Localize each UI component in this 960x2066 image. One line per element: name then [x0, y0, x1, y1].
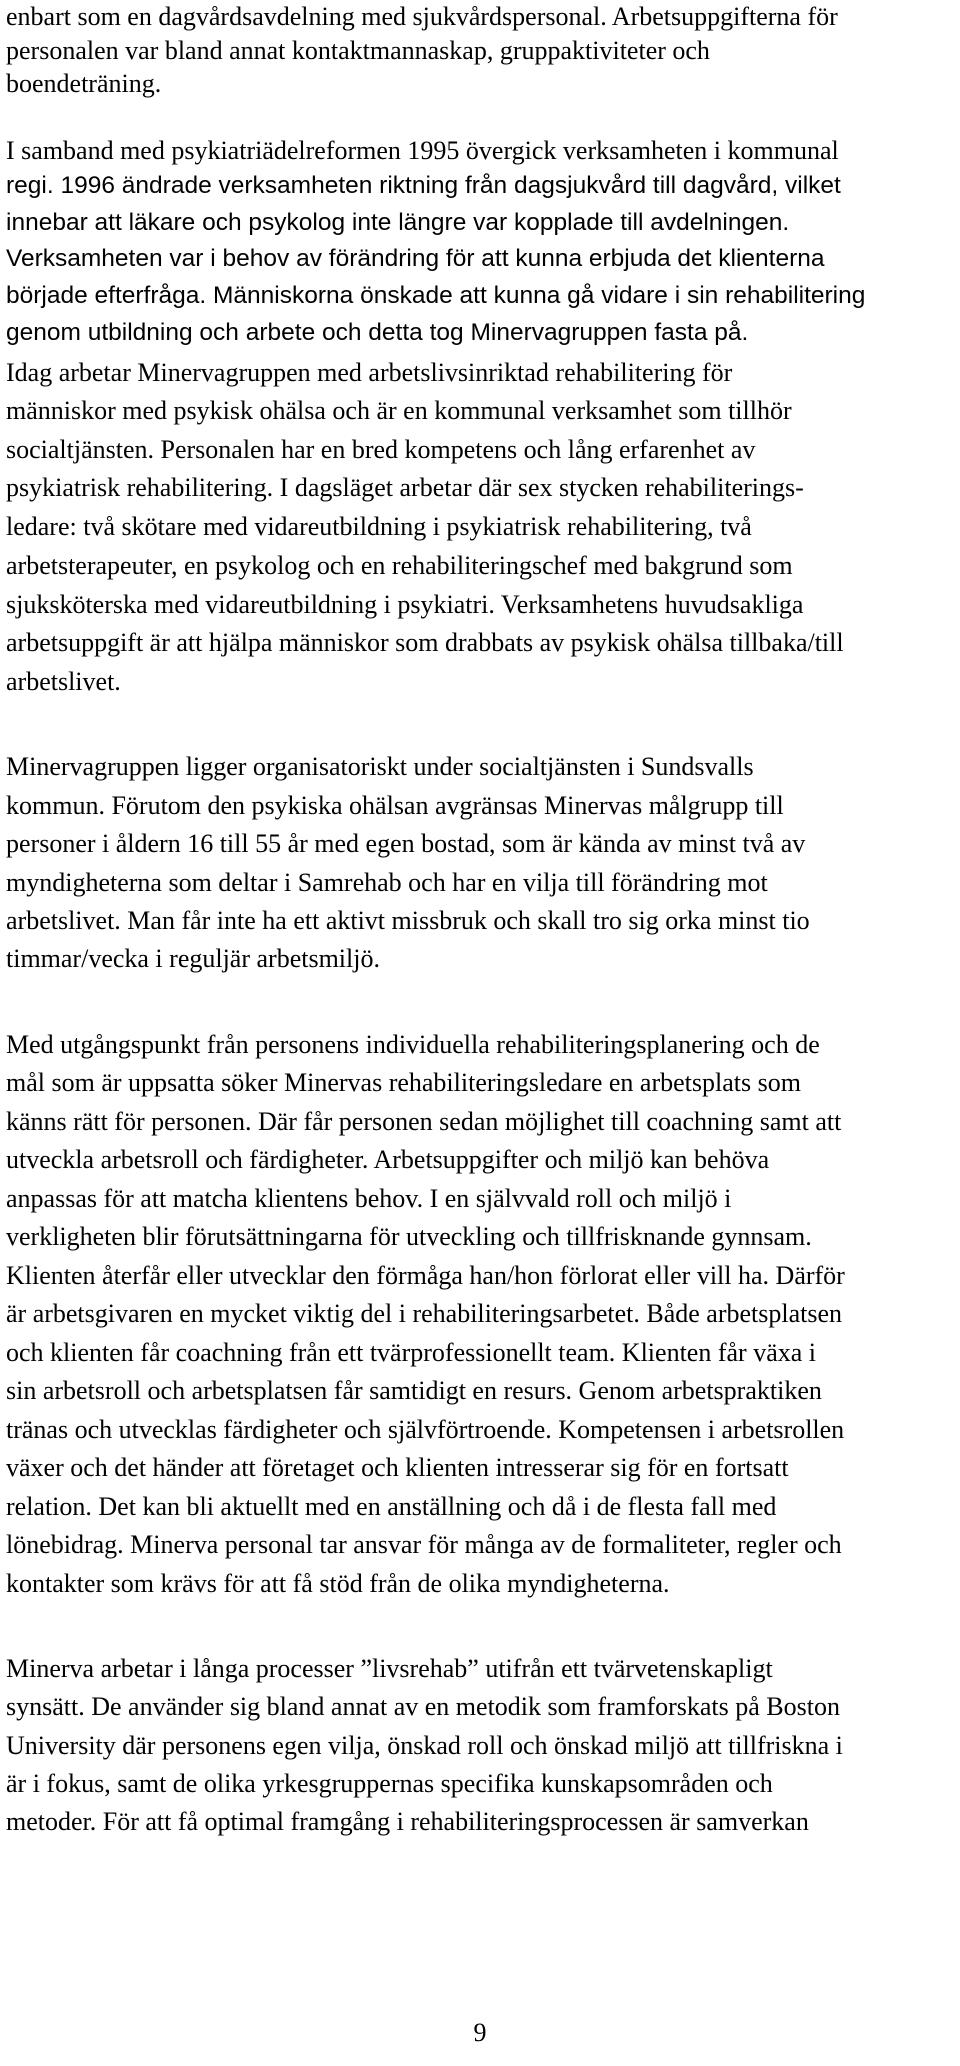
- text-line: växer och det händer att företaget och klienten intresserar sig för en fortsatt: [6, 1453, 789, 1482]
- text-line: mål som är uppsatta söker Minervas rehabiliteringsledare en arbetsplats som: [6, 1068, 801, 1097]
- text-line: timmar/vecka i reguljär arbetsmiljö.: [6, 944, 380, 973]
- text-line: människor med psykisk ohälsa och är en kommunal verksamhet som tillhör: [6, 396, 792, 425]
- text-line: Verksamheten var i behov av förändring för att kunna erbjuda det klienterna: [6, 245, 825, 272]
- text-line: är arbetsgivaren en mycket viktig del i rehabiliteringsarbetet. Både arbetsplatsen: [6, 1299, 843, 1328]
- text-line: kontakter som krävs för att få stöd från de olika myndigheterna.: [6, 1569, 670, 1598]
- text-line: Med utgångspunkt från personens individuella rehabiliteringsplanering och de: [6, 1030, 820, 1059]
- text-line: lönebidrag. Minerva personal tar ansvar för många av de formaliteter, regler och: [6, 1530, 842, 1559]
- text-line: verkligheten blir förutsättningarna för utveckling och tillfrisknande gynnsam.: [6, 1222, 812, 1251]
- text-line: sjuksköterska med vidareutbildning i psykiatri. Verksamhetens huvudsakliga: [6, 590, 804, 619]
- text-line: genom utbildning och arbete och detta tog Minervagruppen fasta på.: [6, 319, 749, 346]
- text-line: regi. 1996 ändrade verksamheten riktning från dagsjukvård till dagvård, vilket: [6, 172, 841, 199]
- text-line: synsätt. De använder sig bland annat av en metodik som framforskats på Boston: [6, 1692, 840, 1721]
- text-line: boendeträning.: [6, 69, 162, 98]
- text-line: arbetslivet. Man får inte ha ett aktivt missbruk och skall tro sig orka minst tio: [6, 906, 810, 935]
- text-line: Klienten återfår eller utvecklar den förmåga han/hon förlorat eller vill ha. Därför: [6, 1261, 845, 1290]
- text-line: socialtjänsten. Personalen har en bred kompetens och lång erfarenhet av: [6, 435, 756, 464]
- text-line: personer i åldern 16 till 55 år med egen bostad, som är kända av minst två av: [6, 829, 806, 858]
- text-line: University där personens egen vilja, önskad roll och önskad miljö att tillfriskna i: [6, 1731, 843, 1760]
- text-line: relation. Det kan bli aktuellt med en anställning och då i de flesta fall med: [6, 1492, 777, 1521]
- text-line: Idag arbetar Minervagruppen med arbetslivsinriktad rehabilitering för: [6, 358, 733, 387]
- text-line: kommun. Förutom den psykiska ohälsan avgränsas Minervas målgrupp till: [6, 791, 784, 820]
- text-line: tränas och utvecklas färdigheter och självförtroende. Kompetensen i arbetsrollen: [6, 1415, 845, 1444]
- text-line: och klienten får coachning från ett tvärprofessionellt team. Klienten får växa i: [6, 1338, 816, 1367]
- text-line: sin arbetsroll och arbetsplatsen får samtidigt en resurs. Genom arbetspraktiken: [6, 1376, 822, 1405]
- text-line: Minervagruppen ligger organisatoriskt under socialtjänsten i Sundsvalls: [6, 752, 754, 781]
- text-line: är i fokus, samt de olika yrkesgruppernas specifika kunskapsområden och: [6, 1769, 773, 1798]
- text-line: myndigheterna som deltar i Samrehab och har en vilja till förändring mot: [6, 868, 768, 897]
- text-line: psykiatrisk rehabilitering. I dagsläget arbetar där sex stycken rehabiliterings-: [6, 473, 804, 502]
- text-line: anpassas för att matcha klientens behov. I en självvald roll och miljö i: [6, 1184, 732, 1213]
- text-line: arbetslivet.: [6, 667, 121, 696]
- text-line: känns rätt för personen. Där får personen sedan möjlighet till coachning samt att: [6, 1107, 842, 1136]
- text-line: utveckla arbetsroll och färdigheter. Arbetsuppgifter och miljö kan behöva: [6, 1145, 770, 1174]
- text-line: Minerva arbetar i långa processer ”livsrehab” utifrån ett tvärvetenskapligt: [6, 1654, 773, 1683]
- text-line: började efterfråga. Människorna önskade att kunna gå vidare i sin rehabilitering: [6, 282, 866, 309]
- text-line: arbetsterapeuter, en psykolog och en rehabiliteringschef med bakgrund som: [6, 551, 793, 580]
- text-line: metoder. För att få optimal framgång i rehabiliteringsprocessen är samverkan: [6, 1807, 809, 1836]
- text-line: ledare: två skötare med vidareutbildning i psykiatrisk rehabilitering, två: [6, 512, 752, 541]
- text-line: innebar att läkare och psykolog inte längre var kopplade till avdelningen.: [6, 209, 790, 236]
- text-line: personalen var bland annat kontaktmannaskap, gruppaktiviteter och: [6, 36, 710, 65]
- text-line: arbetsuppgift är att hjälpa människor som drabbats av psykisk ohälsa tillbaka/till: [6, 628, 844, 657]
- text-line: I samband med psykiatriädelreformen 1995 övergick verksamheten i kommunal: [6, 136, 839, 165]
- page-number: 9: [473, 2018, 487, 2047]
- text-line: enbart som en dagvårdsavdelning med sjukvårdspersonal. Arbetsuppgifterna för: [6, 2, 838, 31]
